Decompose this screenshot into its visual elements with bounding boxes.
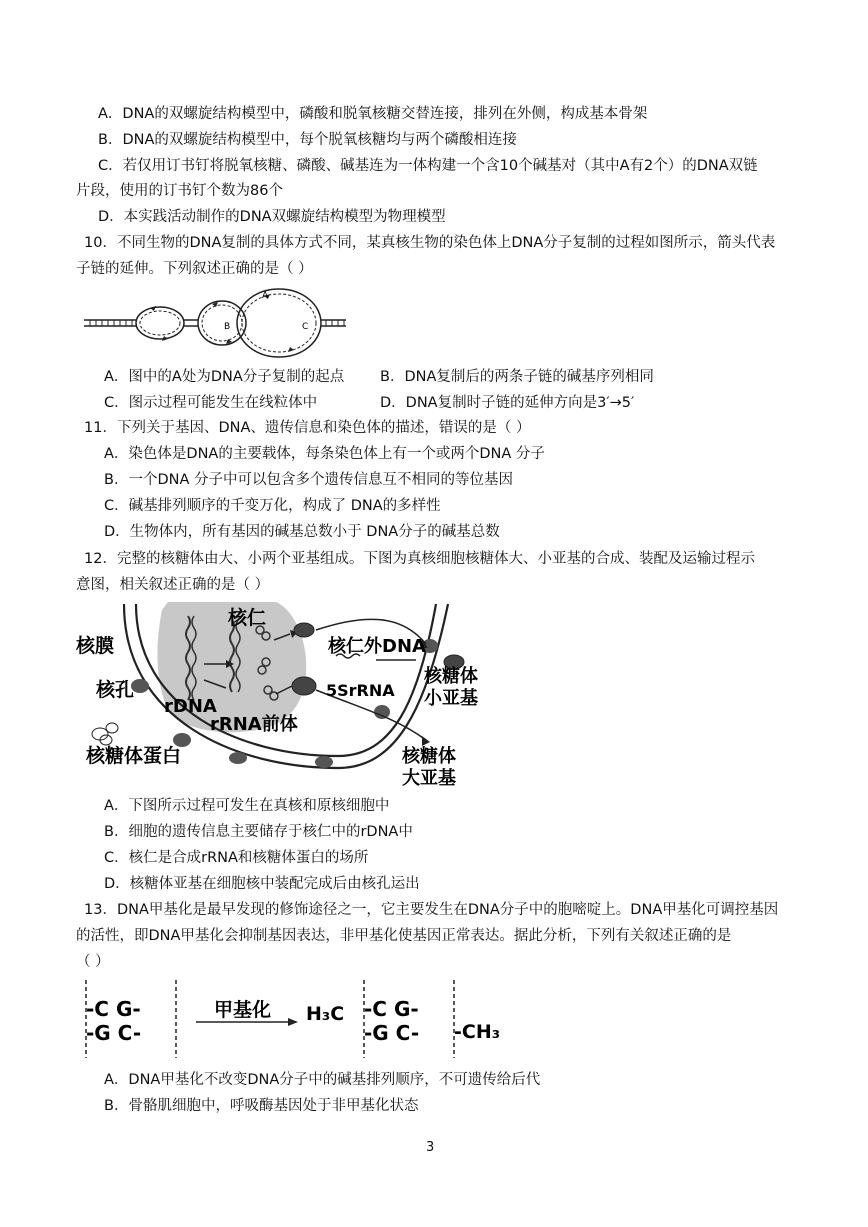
q10-option-d: D．DNA复制时子链的延伸方向是3′→5′ [380, 395, 635, 411]
q11-option-b: B．一个DNA 分子中可以包含多个遗传信息互不相同的等位基因 [104, 472, 513, 488]
label-small-subunit-line2: 小亚基 [424, 688, 478, 709]
q10-option-c: C．图示过程可能发生在线粒体中 [104, 395, 318, 411]
q10-stem-1: 10．不同生物的DNA复制的具体方式不同，某真核生物的染色体上DNA分子复制的过程如图所示，箭头代表 [84, 235, 776, 251]
q12-option-c: C．核仁是合成rRNA和核糖体蛋白的场所 [104, 850, 369, 866]
page-number: 3 [426, 1140, 435, 1155]
label-ribosomal-protein: 核糖体蛋白 [86, 745, 182, 767]
q12-stem-1: 12．完整的核糖体由大、小两个亚基组成。下图为真核细胞核糖体大、小亚基的合成、装配及运输过程示 [84, 551, 755, 567]
q13-option-a: A．DNA甲基化不改变DNA分子中的碱基排列顺序，不可遗传给后代 [104, 1072, 541, 1088]
q13-stem-1: 13．DNA甲基化是最早发现的修饰途径之一，它主要发生在DNA分子中的胞嘧啶上。DNA甲基化可调控基因 [84, 902, 779, 918]
q12-option-b: B．细胞的遗传信息主要储存于核仁中的rDNA中 [104, 824, 413, 840]
label-rdna: rDNA [164, 696, 217, 717]
ribosome-assembly-figure [76, 600, 496, 796]
q10-stem-2: 子链的延伸。下列叙述正确的是（ ） [76, 261, 313, 277]
q9-option-c-cont: 片段，使用的订书钉个数为86个 [76, 183, 283, 199]
q11-option-c: C．碱基排列顺序的千变万化，构成了 DNA的多样性 [104, 498, 441, 514]
q9-option-b: B．DNA的双螺旋结构模型中，每个脱氧核糖均与两个磷酸相连接 [98, 132, 517, 148]
q13-stem-3: （ ） [76, 954, 110, 970]
label-rrna-precursor: rRNA前体 [210, 714, 298, 735]
label-nuclear-pore: 核孔 [96, 679, 135, 701]
label-large-subunit-line2: 大亚基 [402, 768, 456, 789]
q11-option-d: D．生物体内，所有基因的碱基总数小于 DNA分子的碱基总数 [104, 524, 500, 540]
methylation-arrow-label: 甲基化 [214, 999, 272, 1021]
dna-replication-figure [84, 284, 348, 364]
figure-label-c: C [302, 322, 309, 332]
q10-option-a: A．图中的A处为DNA分子复制的起点 [104, 369, 345, 385]
label-extranucleolar-dna: 核仁外DNA [328, 636, 426, 657]
label-5srrna: 5SrRNA [326, 681, 395, 700]
q12-option-d: D．核糖体亚基在细胞核中装配完成后由核孔运出 [104, 876, 420, 892]
q11-stem: 11．下列关于基因、DNA、遗传信息和染色体的描述，错误的是（ ） [84, 420, 531, 436]
q12-stem-2: 意图，相关叙述正确的是（ ） [76, 577, 270, 593]
q10-option-b: B．DNA复制后的两条子链的碱基序列相同 [380, 369, 654, 385]
label-large-subunit-line1: 核糖体 [402, 746, 456, 767]
q13-option-b: B．骨骼肌细胞中，呼吸酶基因处于非甲基化状态 [104, 1098, 419, 1114]
q9-option-a: A．DNA的双螺旋结构模型中，磷酸和脱氧核糖交替连接，排列在外侧，构成基本骨架 [98, 106, 648, 122]
methylation-right-row1: -C G- [364, 997, 419, 1021]
figure-label-a: A [262, 291, 269, 301]
label-nuclear-membrane: 核膜 [76, 635, 115, 657]
methylation-left-row1: -C G- [86, 997, 141, 1021]
methylation-left-row2: -G C- [86, 1021, 142, 1045]
methylation-h3c: H₃C [306, 1003, 345, 1025]
label-nucleolus: 核仁 [228, 607, 267, 629]
q11-option-a: A．染色体是DNA的主要载体，每条染色体上有一个或两个DNA 分子 [104, 446, 545, 462]
label-small-subunit-line1: 核糖体 [424, 666, 478, 687]
q9-option-c: C．若仅用订书钉将脱氧核糖、磷酸、碱基连为一体构建一个含10个碱基对（其中A有2个）的DNA双链 [98, 158, 758, 174]
q12-option-a: A．下图所示过程可发生在真核和原核细胞中 [104, 798, 390, 814]
methylation-ch3: -CH₃ [454, 1021, 501, 1043]
methylation-right-row2: -G C- [364, 1021, 420, 1045]
q13-stem-2: 的活性，即DNA甲基化会抑制基因表达，非甲基化使基因正常表达。据此分析，下列有关叙述正确的是 [76, 928, 732, 944]
figure-label-b: B [224, 322, 231, 332]
q9-option-d: D．本实践活动制作的DNA双螺旋结构模型为物理模型 [98, 209, 446, 225]
dna-methylation-figure [76, 978, 526, 1060]
